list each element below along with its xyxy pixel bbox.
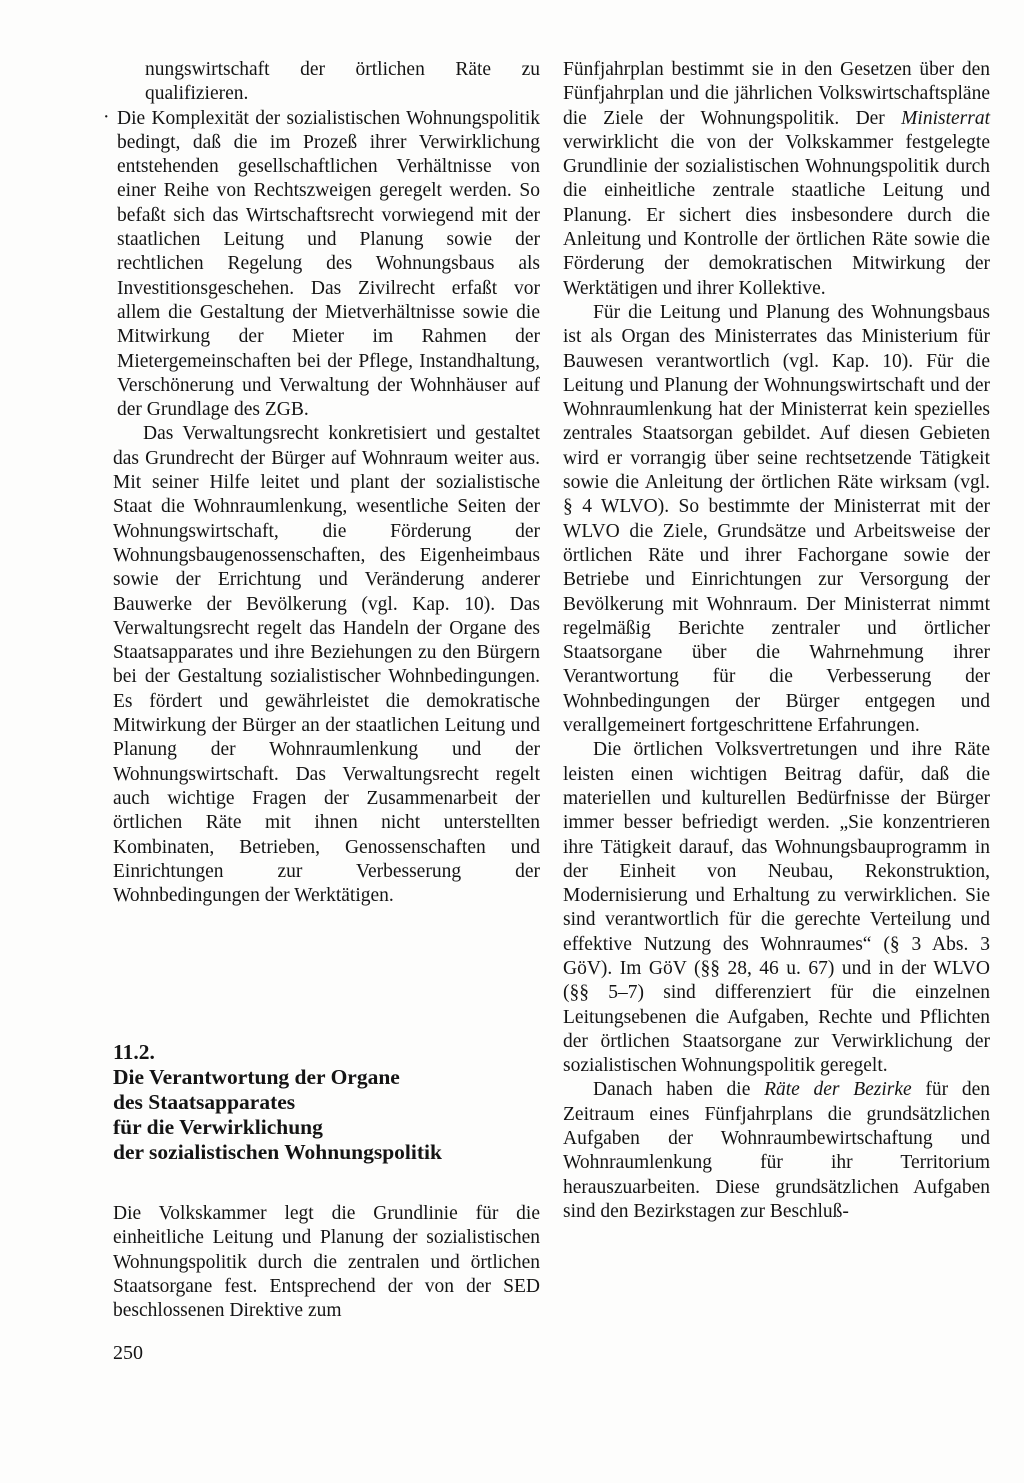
bullet-paragraph <box>103 106 540 423</box>
left-column <box>103 58 540 908</box>
section-title-line: des Staatsapparates <box>113 1090 296 1114</box>
text-run: Danach haben die <box>593 1079 765 1101</box>
section-title-line: für die Verwirklichung <box>113 1115 323 1139</box>
section-heading <box>113 1040 533 1165</box>
text-run: Fünfjahrplan bestimmt sie in den Gesetzen über den Fünfjahrplan und die jährlichen Volkswirtschaftspläne die Ziele der Wohnungspolitik. Der <box>563 59 990 129</box>
page-number: 250 <box>113 1342 143 1364</box>
text-run: für den Zeitraum eines Fünfjahrplans die grundsätzlichen Aufgaben der Wohnraumbewirtschaftung und Wohnraumlenkung für ihr Territorium herauszuarbeiten. Diese grundsätzlichen Aufgaben sind den Bezirkstagen zur Beschluß- <box>563 1079 990 1222</box>
section-title-line: der sozialistischen Wohnungspolitik <box>113 1140 442 1164</box>
left-column-bottom <box>113 1202 540 1323</box>
paragraph: Die örtlichen Volksvertretungen und ihre Räte leisten einen wichtigen Beitrag dafür, daß die materiellen und kulturellen Bedürfnisse der Bürger immer besser befriedigt werden. „Sie konzentrieren ihre Tätigkeit darauf, das Wohnungsbauprogramm in der Einheit von Neubau, Rekonstruktion, Modernisierung und Erhaltung zu verwirklichen. Sie sind verantwortlich für die gerechte Verteilung und effektive Nutzung des Wohnraumes“ (§ 3 Abs. 3 GöV). Im GöV (§§ 28, 46 u. 67) und in der WLVO (§§ 5–7) sind differenziert für die einzelnen Leitungsebenen die Aufgaben, Rechte und Pflichten der örtlichen Staatsorgane zur Verwirklichung der sozialistischen Wohnungspolitik geregelt. <box>563 739 990 1077</box>
paragraph-text: Die Komplexität der sozialistischen Wohnungspolitik bedingt, daß die im Prozeß ihrer Verwirklichung entstehenden gesellschaftlichen Verhältnisse von einer Reihe von Rechtszweigen geregelt werden. So befaßt sich das Wirtschaftsrecht vorwiegend mit der staatlichen Leitung und Planung sowie der rechtlichen Regelung des Wohnungsbaus als Investitionsgeschehen. Das Zivilrecht erfaßt vor allem die Gestaltung der Mietverhältnisse sowie die Mitwirkung der Mieter im Rahmen der Mietergemeinschaften bei der Pflege, Instandhaltung, Verschönerung und Verwaltung der Wohnhäuser auf der Grundlage des ZGB. <box>117 107 540 421</box>
right-column <box>563 58 990 1224</box>
paragraph <box>563 58 990 301</box>
paragraph: Das Verwaltungsrecht konkretisiert und gestaltet das Grundrecht der Bürger auf Wohnraum weiter aus. Mit seiner Hilfe leitet und plant der sozialistische Staat die Wohnraumlenkung, wesentliche Seiten der Wohnungswirtschaft, die Förderung der Wohnungsbaugenossenschaften, des Eigenheimbaus sowie der Errichtung und Veränderung anderer Bauwerke der Bevölkerung (vgl. Kap. 10). Das Verwaltungsrecht regelt das Handeln der Organe des Staatsapparates und ihre Beziehungen zu den Bürgern bei der Gestaltung sozialistischer Wohnbedingungen. Es fördert und gewährleistet die demokratische Mitwirkung der Bürger an der staatlichen Leitung und Planung der Wohnraumlenkung und der Wohnungswirtschaft. Das Verwaltungsrecht regelt auch wichtige Fragen der Zusammenarbeit der örtlichen Räte mit ihnen nicht unterstellten Kombinaten, Betrieben, Genossenschaften und Einrichtungen zur Verbesserung der Wohnbedingungen der Werktätigen. <box>113 423 540 907</box>
paragraph <box>563 1078 990 1224</box>
paragraph: Für die Leitung und Planung des Wohnungsbaus ist als Organ des Ministerrates das Ministerium für Bauwesen verantwortlich (vgl. Kap. 10). Für die Leitung und Planung der Wohnungswirtschaft und der Wohnraumlenkung hat der Ministerrat kein spezielles zentrales Staatsorgan gebildet. Auf diesen Gebieten wird er vorrangig über seine rechtsetzende Tätigkeit sowie die Anleitung der örtlichen Räte wirksam (vgl. § 4 WLVO). So bestimmte der Ministerrat mit der WLVO die Ziele, Grundsätze und Arbeitsweise der örtlichen Räte und ihrer Fachorgane sowie der Betriebe und Einrichtungen zur Versorgung der Bevölkerung mit Wohnraum. Der Ministerrat nimmt regelmäßig Berichte zentraler und örtlicher Staatsorgane über die Wahrnehmung ihrer Verantwortung für die Verbesserung der Wohnbedingungen der Bürger entgegen und verallgemeinert fortgeschrittene Erfahrungen. <box>563 301 990 737</box>
emphasis: Ministerrat <box>901 107 990 129</box>
section-number: 11.2. <box>113 1040 155 1064</box>
emphasis: Räte der Bezirke <box>764 1079 912 1101</box>
paragraph: Die Volkskammer legt die Grundlinie für die einheitliche Leitung und Planung der sozialistischen Wohnungspolitik durch die zentralen und örtlichen Staatsorgane fest. Entsprechend der von der SED beschlossenen Direktive zum <box>113 1203 540 1322</box>
bullet-dot-icon: · <box>103 106 110 128</box>
paragraph: nungswirtschaft der örtlichen Räte zu qualifizieren. <box>145 59 540 105</box>
text-run: verwirklicht die von der Volkskammer festgelegte Grundlinie der sozialistischen Wohnungspolitik durch die einheitliche zentrale staatliche Leitung und Planung. Er sichert dies insbesondere durch die Anleitung und Kontrolle der örtlichen Räte sowie die Förderung der demokratischen Mitwirkung der Werktätigen und ihrer Kollektive. <box>563 131 990 299</box>
section-title-line: Die Verantwortung der Organe <box>113 1065 400 1089</box>
